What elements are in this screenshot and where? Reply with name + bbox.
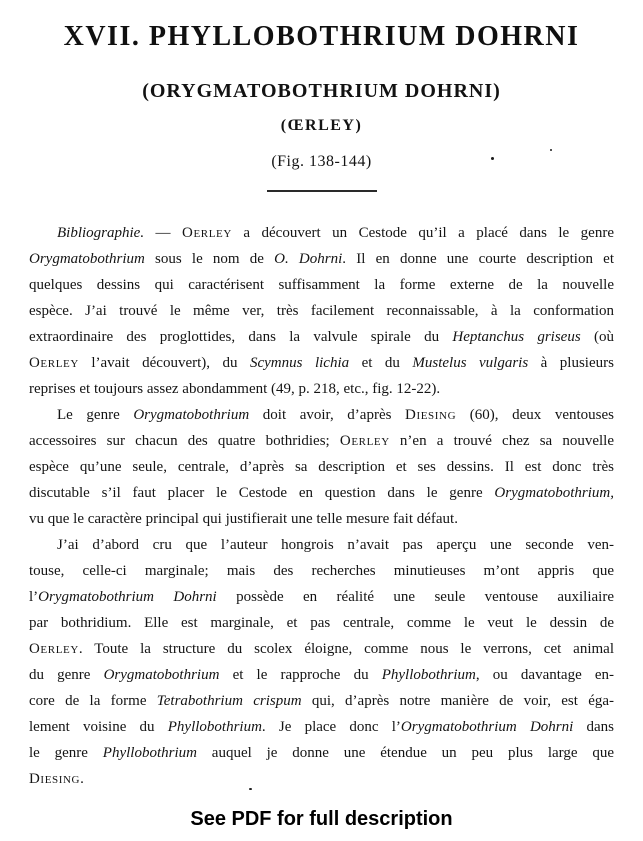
synonym-subtitle: (ORYGMATOBOTHRIUM DOHRNI) bbox=[142, 80, 501, 102]
text-line: Oerley l’avait découvert), du Scymnus lichia et du Mustelus vulgaris à plusieurs bbox=[29, 355, 614, 371]
text-line: quelques dessins qui caractérisent suffisamment la forme externe de la nouvelle bbox=[29, 277, 614, 293]
scan-speck bbox=[550, 149, 552, 151]
text-line: lement voisine du Phyllobothrium. Je place donc l’Orygmatobothrium Dohrni dans bbox=[29, 719, 614, 735]
text-line: espèce. J’ai trouvé le même ver, très facilement reconnaissable, à la conformation bbox=[29, 303, 614, 319]
text-line: accessoires sur chacun des quatre bothridies; Oerley n’en a trouvé chez sa nouvelle bbox=[29, 433, 614, 449]
scan-speck bbox=[249, 788, 252, 790]
authority-name: (ŒRLEY) bbox=[280, 117, 363, 134]
text-line: par bothridium. Elle est marginale, et pas centrale, comme le veut le dessin de bbox=[29, 615, 614, 631]
text-line: J’ai d’abord cru que l’auteur hongrois n’avait pas aperçu une seconde ven- bbox=[57, 537, 614, 553]
section-divider-rule bbox=[267, 190, 377, 192]
text-line: l’Orygmatobothrium Dohrni possède en réalité une seule ventouse auxiliaire bbox=[29, 589, 614, 605]
text-line: extraordinaire des proglottides, dans la valvule spirale du Heptanchus griseus (où bbox=[29, 329, 614, 345]
text-line: touse, celle-ci marginale; mais des recherches minutieuses m’ont appris que bbox=[29, 563, 614, 579]
text-line: le genre Phyllobothrium auquel je donne une étendue un peu plus large que bbox=[29, 745, 614, 761]
scan-speck bbox=[491, 157, 494, 160]
pdf-note: See PDF for full description bbox=[190, 808, 453, 830]
text-line: Oerley. Toute la structure du scolex éloigne, comme nous le verrons, cet animal bbox=[29, 641, 614, 657]
text-line: core de la forme Tetrabothrium crispum qui, d’après notre manière de voir, est éga- bbox=[29, 693, 614, 709]
text-line: Le genre Orygmatobothrium doit avoir, d’après Diesing (60), deux ventouses bbox=[57, 407, 614, 423]
text-line: Orygmatobothrium sous le nom de O. Dohrni. Il en donne une courte description et bbox=[29, 251, 614, 267]
text-line: espèce qu’une seule, centrale, d’après sa description et ses dessins. Il est donc très bbox=[29, 459, 614, 475]
body-text bbox=[29, 220, 614, 792]
text-line: du genre Orygmatobothrium et le rapproche du Phyllobothrium, ou davantage en- bbox=[29, 667, 614, 683]
text-line: vu que le caractère principal qui justifierait une telle mesure fait défaut. bbox=[29, 511, 458, 527]
text-line: discutable s’il faut placer le Cestode en question dans le genre Orygmatobothrium, bbox=[29, 485, 614, 501]
text-line: Bibliographie. — Oerley a découvert un Cestode qu’il a placé dans le genre bbox=[57, 225, 614, 241]
text-line: reprises et toujours assez abondamment (49, p. 218, etc., fig. 12-22). bbox=[29, 381, 441, 397]
figure-reference: (Fig. 138-144) bbox=[271, 153, 372, 170]
text-line: Diesing. bbox=[29, 771, 84, 787]
chapter-title: XVII. PHYLLOBOTHRIUM DOHRNI bbox=[63, 21, 580, 52]
